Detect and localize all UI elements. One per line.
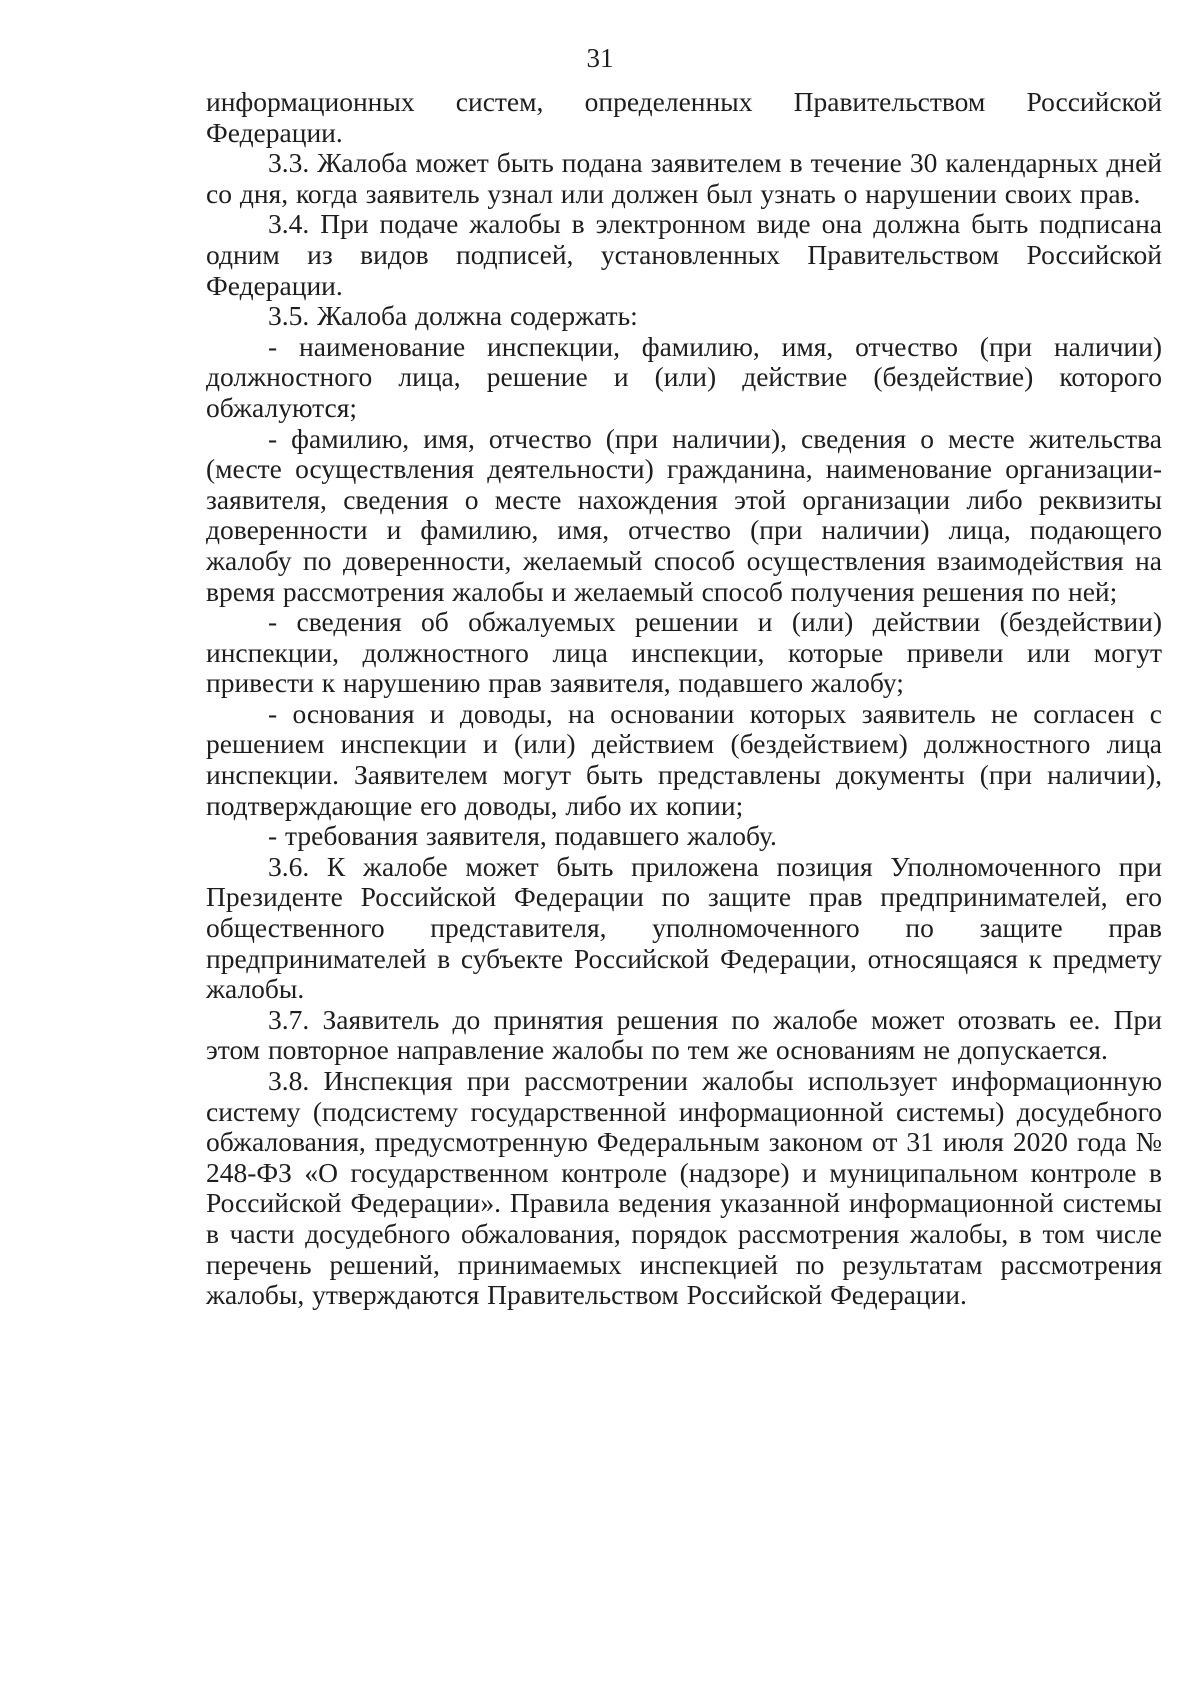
page-number: 31 xyxy=(586,43,614,73)
paragraph-3-4: 3.4. При подаче жалобы в электронном виде она должна быть подписана одним из видов подписей, установленных Правительством Российской Федерации. xyxy=(206,208,1162,301)
paragraph-3-6: 3.6. К жалобе может быть приложена позиция Уполномоченного при Президенте Российской Федерации по защите прав предпринимателей, его общественного представителя, уполномоченного по защите прав предпринимателей в субъекте Российской Федерации, относящаяся к предмету жалобы. xyxy=(206,850,1162,1005)
paragraph-3-8: 3.8. Инспекция при рассмотрении жалобы использует информационную систему (подсистему государственной информационной системы) досудебного обжалования, предусмотренную Федеральным законом от 31 июля 2020 года № 248-ФЗ «О государственном контроле (надзоре) и муниципальном контроле в Российской Федерации». Правила ведения указанной информационной системы в части досудебного обжалования, порядок рассмотрения жалобы, в том числе перечень решений, принимаемых инспекцией по результатам рассмотрения жалобы, утверждаются Правительством Российской Федерации. xyxy=(206,1065,1162,1311)
paragraph-3-7: 3.7. Заявитель до принятия решения по жалобе может отозвать ее. При этом повторное направление жалобы по тем же основаниям не допускается. xyxy=(206,1003,1162,1066)
paragraph-3-3: 3.3. Жалоба может быть подана заявителем в течение 30 календарных дней со дня, когда заявитель узнал или должен был узнать о нарушении своих прав. xyxy=(206,147,1162,209)
list-item-inspection-name: - наименование инспекции, фамилию, имя, отчество (при наличии) должностного лица, решение и (или) действие (бездействие) которого обжалуются; xyxy=(206,330,1162,423)
paragraph-continuation: информационных систем, определенных Правительством Российской Федерации. xyxy=(206,86,1162,148)
list-item-applicant-details: - фамилию, имя, отчество (при наличии), сведения о месте жительства (месте осуществления деятельности) гражданина, наименование организации-заявителя, сведения о месте нахождения этой организации либо реквизиты доверенности и фамилию, имя, отчество (при наличии) лица, подающего жалобу по доверенности, желаемый способ осуществления взаимодействия на время рассмотрения жалобы и желаемый способ получения решения по ней; xyxy=(206,422,1162,607)
list-item-grounds: - основания и доводы, на основании которых заявитель не согласен с решением инспекции и (или) действием (бездействием) должностного лица инспекции. Заявителем могут быть представлены документы (при наличии), подтверждающие его доводы, либо их копии; xyxy=(206,697,1162,821)
paragraph-3-5: 3.5. Жалоба должна содержать: xyxy=(268,300,638,332)
document-body xyxy=(206,87,1162,1311)
list-item-requirements: - требования заявителя, подавшего жалобу. xyxy=(268,820,777,852)
list-item-appealed-decision: - сведения об обжалуемых решении и (или) действии (бездействии) инспекции, должностного лица инспекции, которые привели или могут привести к нарушению прав заявителя, подавшего жалобу; xyxy=(206,606,1162,699)
